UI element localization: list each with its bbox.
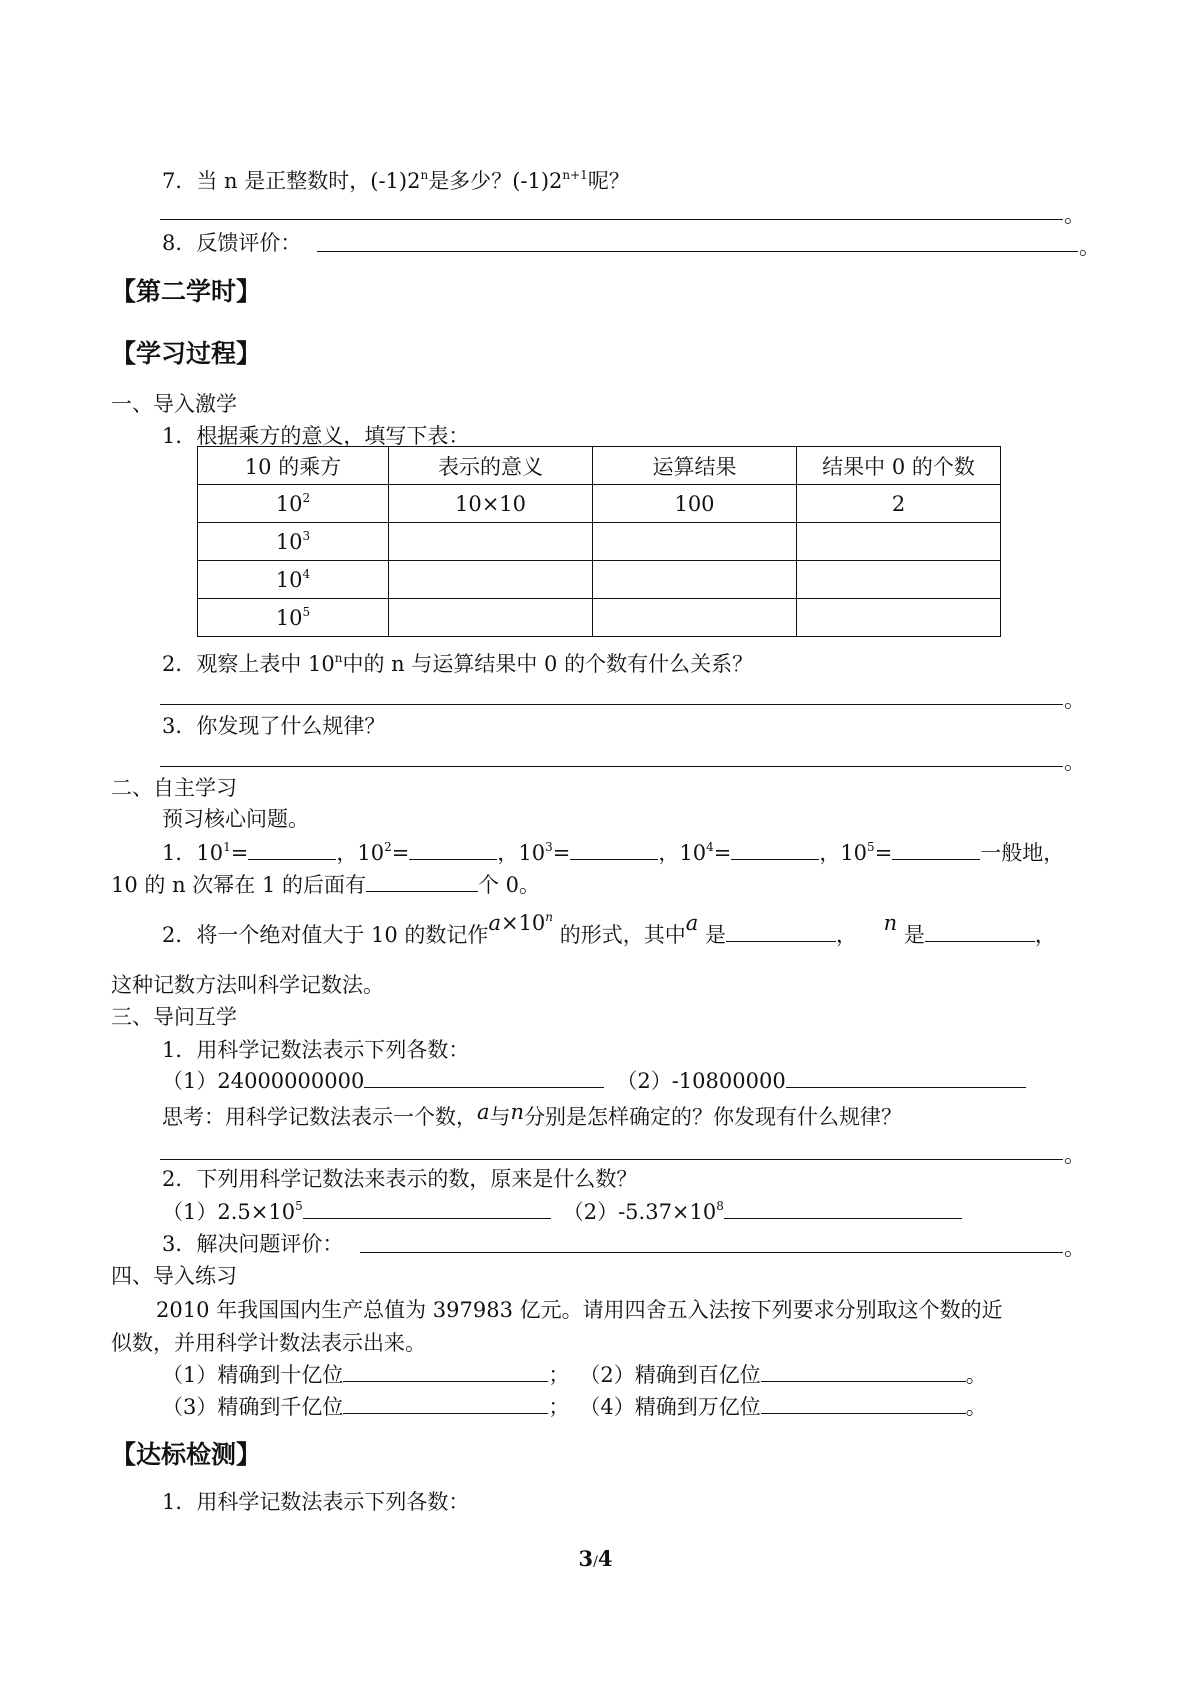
meaning-cell[interactable] (389, 599, 593, 637)
page-number: 3/4 (578, 1546, 613, 1571)
sec2-q1-line1: 1．$10^1=$ ，$10^2=$ ，$10^3=$ ，$10^4=$ ，$10^5=$ 一般地， (162, 840, 1065, 865)
powers-of-ten-table (197, 446, 1001, 637)
zeros-cell[interactable] (797, 523, 1001, 561)
power-cell: $10^5$ (198, 599, 389, 637)
zeros-cell[interactable]: 2 (797, 485, 1001, 523)
blank-ten-hundred-million[interactable] (343, 1361, 548, 1382)
table-header-cell: 运算结果 (593, 447, 797, 485)
table-header-cell: 结果中 0 的个数 (797, 447, 1001, 485)
section-4-title: 四、导入练习 (111, 1264, 237, 1288)
blank-10-5[interactable] (892, 839, 980, 860)
meaning-cell[interactable]: 10×10 (389, 485, 593, 523)
table-header-cell: 10 的乘方 (198, 447, 389, 485)
sec3-q3: 3．解决问题评价： (162, 1232, 344, 1256)
q7-answer-line[interactable] (160, 219, 1063, 220)
q7-line: 7．当 n 是正整数时，(-1)2$^n$是多少？$(-1)2^{n+1}$呢？ (162, 168, 630, 193)
power-cell: $10^2$ (198, 485, 389, 523)
blank-q2a[interactable] (303, 1198, 551, 1219)
power-cell: $10^3$ (198, 523, 389, 561)
result-cell[interactable]: 100 (593, 485, 797, 523)
table-row (198, 485, 1001, 523)
sec2-q2-line1: 2．将一个绝对值大于 10 的数记作$a\times 10^n$ 的形式，其中a 是 ， n 是 ， (162, 910, 1056, 947)
sec4-items-row2: （3）精确到千亿位 ； （4）精确到万亿位 。 (162, 1395, 987, 1419)
blank-ten-billion[interactable] (761, 1361, 966, 1382)
blank-q2b[interactable] (724, 1198, 962, 1219)
blank-zero-count[interactable] (366, 871, 478, 892)
blank-n-meaning[interactable] (925, 921, 1035, 942)
sec4-items-row1: （1）精确到十亿位 ； （2）精确到百亿位 。 (162, 1363, 987, 1387)
table-header-row (198, 447, 1001, 485)
blank-q1a[interactable] (364, 1067, 604, 1088)
heading-second-period: 【第二学时】 (111, 277, 262, 306)
sec3-q1: 1．用科学记数法表示下列各数： (162, 1038, 470, 1062)
section-1-title: 一、导入激学 (111, 392, 237, 416)
heading-learning-process: 【学习过程】 (111, 339, 262, 368)
result-cell[interactable] (593, 599, 797, 637)
sec4-paragraph-2: 似数，并用科学计数法表示出来。 (111, 1331, 426, 1355)
sec2-q1-line2: 10 的 n 次幂在 1 的后面有 个 0。 (111, 873, 541, 897)
blank-10-3[interactable] (570, 839, 658, 860)
blank-10-2[interactable] (409, 839, 497, 860)
sec3-q2-items: $(1)2.5\times 10^5$ $(2)-5.37\times 10^8$ (162, 1198, 962, 1226)
table-row (198, 561, 1001, 599)
zeros-cell[interactable] (797, 561, 1001, 599)
blank-10-1[interactable] (248, 839, 336, 860)
result-cell[interactable] (593, 561, 797, 599)
zeros-cell[interactable] (797, 599, 1001, 637)
meaning-cell[interactable] (389, 523, 593, 561)
sec1-q3: 3．你发现了什么规律？ (162, 714, 386, 738)
section-3-title: 三、导问互学 (111, 1005, 237, 1029)
blank-hundred-billion[interactable] (343, 1393, 548, 1414)
check-q1: 1．用科学记数法表示下列各数： (162, 1490, 470, 1514)
sec1-q3-answer-line[interactable] (160, 766, 1063, 767)
section-2-title: 二、自主学习 (111, 776, 237, 800)
sec3-q2: 2．下列用科学记数法来表示的数，原来是什么数？ (162, 1167, 638, 1191)
power-cell: $10^4$ (198, 561, 389, 599)
blank-a-meaning[interactable] (726, 921, 836, 942)
table-row (198, 523, 1001, 561)
sec3-think-answer-line[interactable] (160, 1159, 1063, 1160)
q8-line: 8．反馈评价： (162, 231, 302, 255)
sec1-q2: 2．观察上表中 10$^n$中的 n 与运算结果中 0 的个数有什么关系？ (162, 651, 754, 676)
blank-trillion[interactable] (761, 1393, 966, 1414)
meaning-cell[interactable] (389, 561, 593, 599)
blank-10-4[interactable] (731, 839, 819, 860)
sec3-q1-items: （1）24000000000 （2）-10800000 (162, 1067, 1026, 1095)
sec2-q2-line2: 这种记数方法叫科学记数法。 (111, 973, 384, 997)
sec1-q1: 1．根据乘方的意义，填写下表： (162, 424, 470, 448)
sec3-think: 思考：用科学记数法表示一个数，a与n分别是怎样确定的？你发现有什么规律？ (162, 1100, 903, 1129)
sec3-q3-answer-line[interactable] (360, 1252, 1063, 1253)
q8-answer-line[interactable] (317, 251, 1078, 252)
sec4-paragraph-1: 2010 年我国国内生产总值为 397983 亿元。请用四舍五入法按下列要求分别取这个数的近 (156, 1298, 1003, 1322)
result-cell[interactable] (593, 523, 797, 561)
table-header-cell: 表示的意义 (389, 447, 593, 485)
table-row (198, 599, 1001, 637)
heading-check: 【达标检测】 (111, 1440, 262, 1469)
sec2-intro: 预习核心问题。 (162, 807, 309, 831)
blank-q1b[interactable] (786, 1067, 1026, 1088)
sec1-q2-answer-line[interactable] (160, 704, 1063, 705)
